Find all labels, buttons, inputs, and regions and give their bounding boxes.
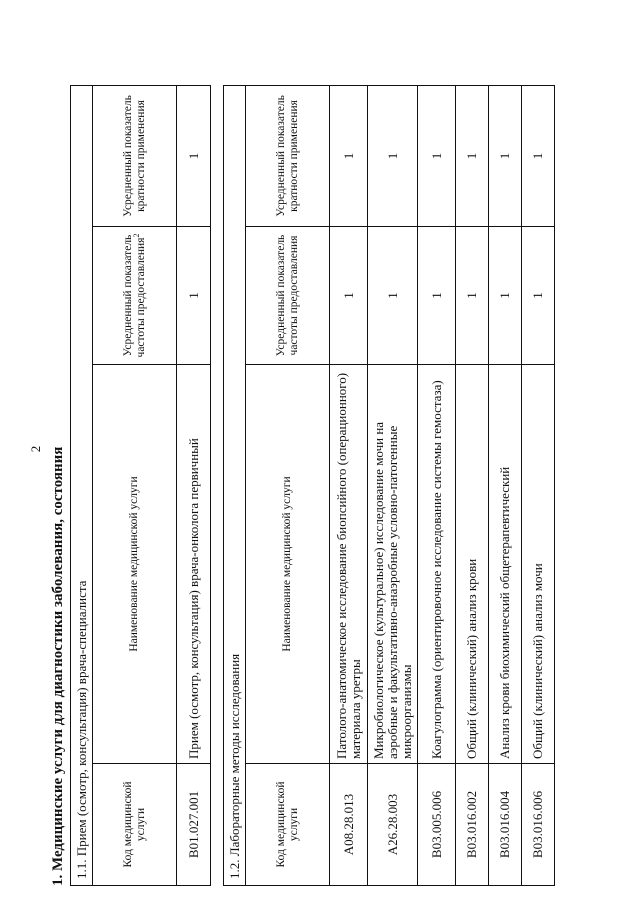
laboratory-table xyxy=(223,85,555,886)
service-name: Общий (клинический) анализ крови xyxy=(456,365,489,764)
multiplicity-value: 1 xyxy=(418,85,456,226)
service-name: Коагулограмма (ориентировочное исследование системы гемостаза) xyxy=(418,365,456,764)
frequency-value: 1 xyxy=(177,227,211,365)
page-number: 2 xyxy=(28,445,43,453)
service-code: B01.027.001 xyxy=(177,764,211,886)
service-name: Анализ крови биохимический общетерапевтический xyxy=(489,365,522,764)
table-row xyxy=(330,85,368,885)
table-row xyxy=(368,85,418,885)
service-code: A26.28.003 xyxy=(368,764,418,886)
service-name: Патолого-анатомическое исследование биопсийного (операционного) материала уретры xyxy=(330,365,368,764)
header-code: Код медицинской услуги xyxy=(93,764,177,886)
header-name: Наименование медицинской услуги xyxy=(246,365,330,764)
service-code: A08.28.013 xyxy=(330,764,368,886)
service-name: Прием (осмотр, консультация) врача-онколога первичный xyxy=(177,365,211,764)
footnote-mark: 2 xyxy=(131,233,141,238)
section-title: 1. Медицинские услуги для диагностики заболевания, состояния xyxy=(50,446,66,886)
service-name: Общий (клинический) анализ мочи xyxy=(522,365,555,764)
service-code: B03.016.004 xyxy=(489,764,522,886)
multiplicity-value: 1 xyxy=(177,85,211,226)
frequency-value: 1 xyxy=(368,227,418,365)
multiplicity-value: 1 xyxy=(489,85,522,226)
header-frequency xyxy=(93,227,177,365)
consultation-caption: 1.1. Прием (осмотр, консультация) врача-специалиста xyxy=(71,85,93,885)
consultation-table xyxy=(70,85,211,886)
service-name: Микробиологическое (культуральное) исследование мочи на аэробные и факультативно-анаэробные условно-патогенные микроорганизмы xyxy=(368,365,418,764)
table-row xyxy=(522,85,555,885)
header-multiplicity: Усредненный показатель кратности применения xyxy=(93,85,177,226)
header-code: Код медицинской услуги xyxy=(246,764,330,886)
multiplicity-value: 1 xyxy=(456,85,489,226)
header-frequency: Усредненный показатель частоты предоставления xyxy=(246,227,330,365)
frequency-value: 1 xyxy=(456,227,489,365)
laboratory-caption: 1.2. Лабораторные методы исследования xyxy=(224,85,246,885)
header-multiplicity: Усредненный показатель кратности применения xyxy=(246,85,330,226)
header-frequency-text: Усредненный показатель частоты предоставления xyxy=(121,234,147,358)
multiplicity-value: 1 xyxy=(368,85,418,226)
frequency-value: 1 xyxy=(418,227,456,365)
multiplicity-value: 1 xyxy=(522,85,555,226)
service-code: B03.016.006 xyxy=(522,764,555,886)
multiplicity-value: 1 xyxy=(330,85,368,226)
table-row xyxy=(418,85,456,885)
table-row xyxy=(489,85,522,885)
frequency-value: 1 xyxy=(489,227,522,365)
header-name: Наименование медицинской услуги xyxy=(93,365,177,764)
service-code: B03.005.006 xyxy=(418,764,456,886)
table-row xyxy=(456,85,489,885)
frequency-value: 1 xyxy=(330,227,368,365)
table-row xyxy=(177,85,211,885)
frequency-value: 1 xyxy=(522,227,555,365)
document-sheet xyxy=(48,86,638,886)
service-code: B03.016.002 xyxy=(456,764,489,886)
